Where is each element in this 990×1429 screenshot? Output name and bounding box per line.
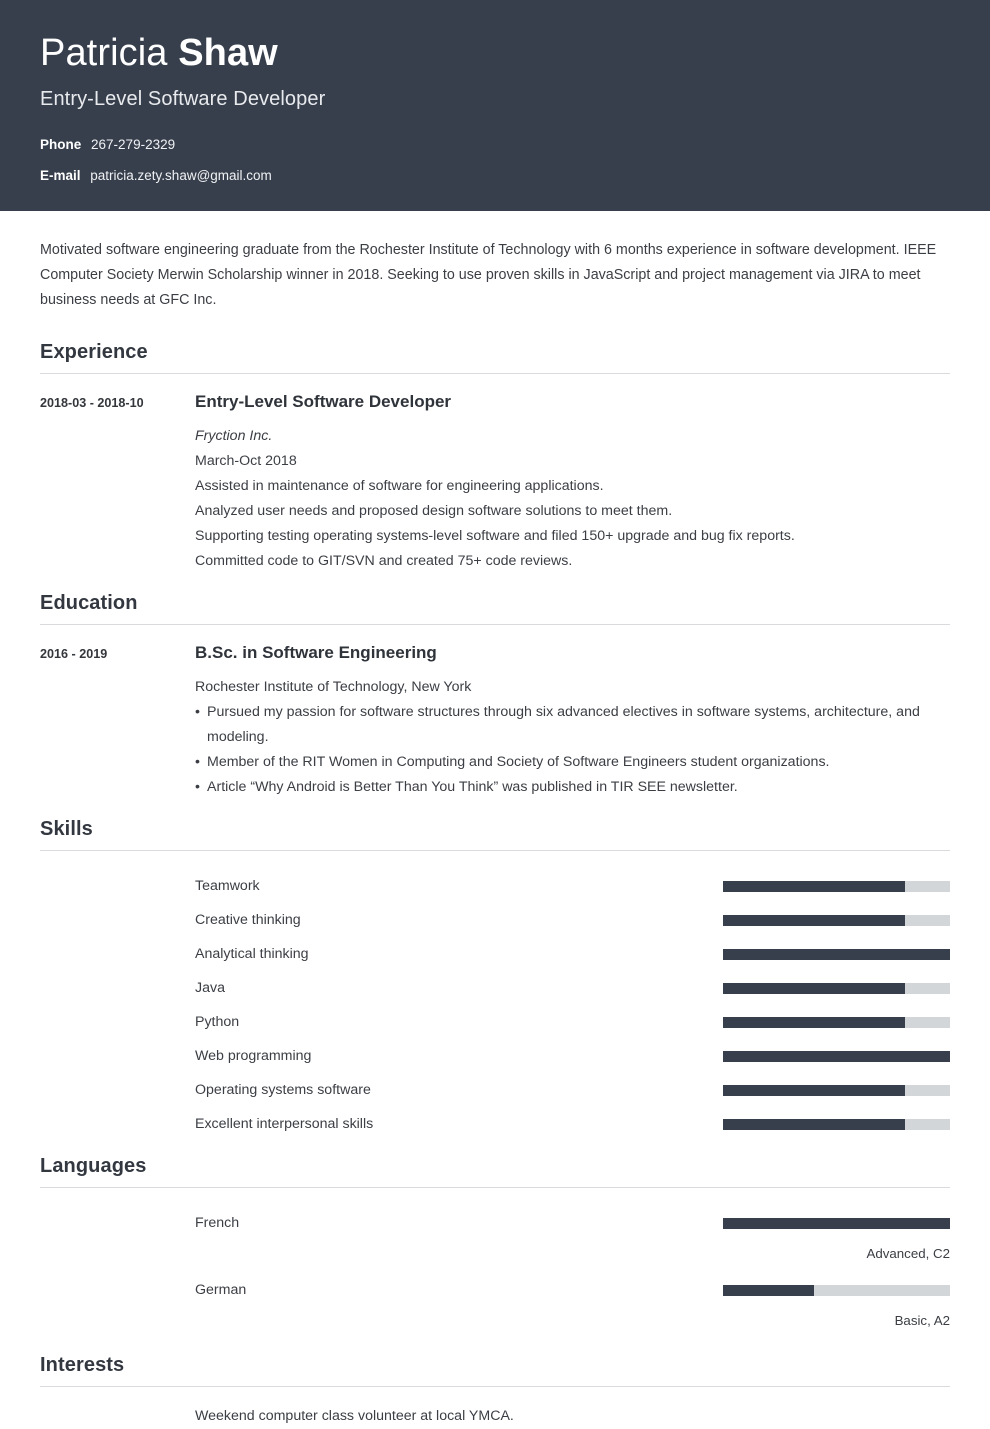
section-divider [40,1386,950,1387]
language-caption-row [40,1240,950,1273]
language-level-fill [723,1218,950,1229]
contact-phone [40,136,950,155]
section-divider [40,850,950,851]
skill-label: Teamwork [195,877,260,894]
language-label: French [195,1214,240,1231]
education-bullet: • Pursued my passion for software structures through six advanced electives in software systems, architecture, and modeling. [195,700,950,750]
skill-level-bar [723,1085,950,1096]
education-bullet-list [195,700,950,800]
skill-level-fill [723,983,905,994]
experience-details [195,391,950,574]
skill-row [40,971,950,1005]
skill-label: Creative thinking [195,911,301,928]
experience-date: 2018-03 - 2018-10 [40,396,144,410]
education-school: Rochester Institute of Technology, New York [195,679,472,696]
contact-email [40,167,950,186]
section-title-skills: Skills [40,818,93,841]
skill-level-bar [723,881,950,892]
contact-email-value[interactable]: patricia.zety.shaw@gmail.com [90,167,272,183]
skill-level-fill [723,881,905,892]
experience-bullet: Supporting testing operating systems-level software and filed 150+ upgrade and bug fix reports. [195,528,795,545]
language-level-bar [723,1218,950,1229]
skill-level-bar [723,949,950,960]
education-details [195,642,950,800]
skill-label: Python [195,1013,240,1030]
education-bullet: • Article “Why Android is Better Than You Think” was published in TIR SEE newsletter. [195,775,950,800]
candidate-last-name: Shaw [178,32,278,74]
education-degree: B.Sc. in Software Engineering [195,643,437,663]
section-skills [40,804,950,1141]
experience-company: Fryction Inc. [195,428,273,445]
section-title-education: Education [40,592,138,615]
skills-list [40,868,950,1141]
language-proficiency: Advanced, C2 [866,1246,950,1262]
skill-row [40,1107,950,1141]
education-bullet: • Member of the RIT Women in Computing and Society of Software Engineers student organizations. [195,750,950,775]
language-proficiency: Basic, A2 [894,1313,950,1329]
languages-list [40,1205,950,1340]
experience-bullet: Committed code to GIT/SVN and created 75+ code reviews. [195,553,573,570]
resume-header [0,0,990,211]
section-divider [40,624,950,625]
skill-level-bar [723,915,950,926]
candidate-first-name: Patricia [40,32,168,74]
experience-period: March-Oct 2018 [195,453,297,470]
experience-entry [40,391,950,578]
skill-level-fill [723,1119,905,1130]
section-divider [40,373,950,374]
language-caption-row [40,1307,950,1340]
skill-level-fill [723,949,950,960]
skill-label: Operating systems software [195,1081,371,1098]
experience-bullet: Analyzed user needs and proposed design software solutions to meet them. [195,503,673,520]
professional-summary: Motivated software engineering graduate from the Rochester Institute of Technology with 6 months experience in software development. IEEE Computer Society Merwin Scholarship winner in 2018. Seeking to use proven skills in JavaScript and project management via JIRA to meet business needs at GFC Inc. [40,242,937,308]
section-interests [40,1340,950,1429]
education-entry [40,642,950,804]
language-level-fill [723,1285,814,1296]
section-title-interests: Interests [40,1354,125,1377]
skill-label: Excellent interpersonal skills [195,1115,374,1132]
resume-body [0,211,990,1429]
skill-level-bar [723,1017,950,1028]
education-date: 2016 - 2019 [40,647,108,662]
section-title-experience: Experience [40,341,148,363]
language-row [40,1273,950,1307]
skill-level-fill [723,1051,950,1062]
section-education [40,578,950,804]
contact-phone-value[interactable]: 267-279-2329 [91,136,176,152]
section-divider [40,1187,950,1188]
experience-bullet: Assisted in maintenance of software for engineering applications. [195,478,604,495]
candidate-name [40,34,950,74]
skill-level-fill [723,1017,905,1028]
skill-row [40,903,950,937]
skill-level-bar [723,983,950,994]
skill-label: Analytical thinking [195,945,309,962]
language-row [40,1206,950,1240]
skill-row [40,1073,950,1107]
interest-text: Weekend computer class volunteer at local YMCA. [195,1408,514,1425]
contact-phone-label: Phone [40,136,82,152]
contact-email-label: E-mail [40,167,81,183]
language-level-bar [723,1285,950,1296]
skill-level-fill [723,1085,905,1096]
section-experience [40,327,950,578]
skill-row [40,1005,950,1039]
language-label: German [195,1281,247,1298]
section-title-languages: Languages [40,1155,147,1178]
section-languages [40,1141,950,1340]
skill-row [40,1039,950,1073]
skill-row [40,937,950,971]
skill-row [40,869,950,903]
skill-level-fill [723,915,905,926]
candidate-job-title: Entry-Level Software Developer [40,87,326,110]
skill-level-bar [723,1051,950,1062]
skill-label: Java [195,979,225,996]
skill-level-bar [723,1119,950,1130]
interest-entry [40,1404,950,1429]
skill-label: Web programming [195,1047,312,1064]
experience-job-title: Entry-Level Software Developer [195,392,452,411]
